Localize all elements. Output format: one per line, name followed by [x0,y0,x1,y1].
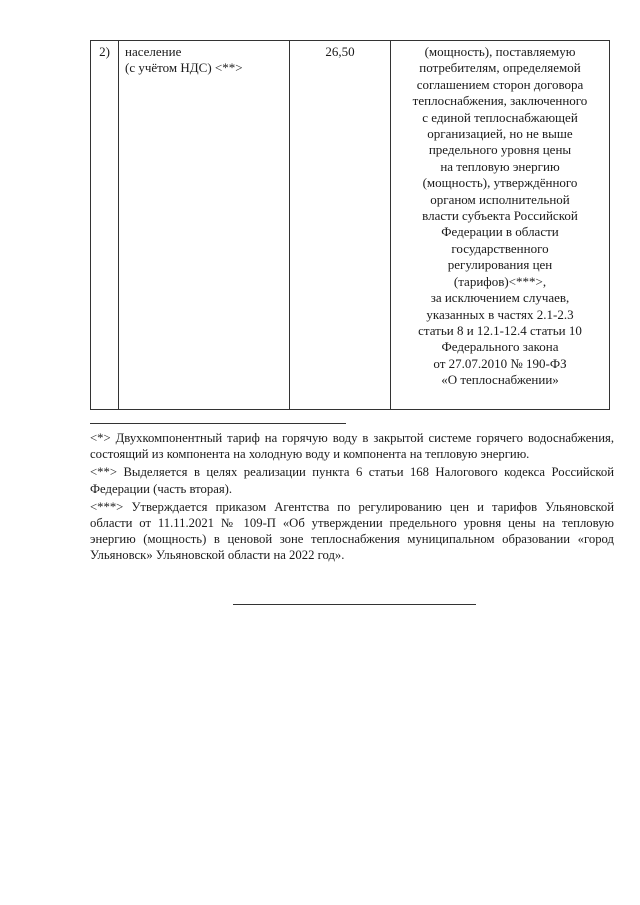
closing-separator [233,604,476,605]
tariff-value-cell [290,41,391,410]
tariff-note-line: «О теплоснабжении» [441,372,559,388]
consumer-category-cell [119,41,290,410]
tariff-table [90,40,610,410]
tariff-note-line: организацией, но не выше [427,126,573,142]
consumer-category-line: (с учётом НДС) <**> [125,60,243,76]
footnote-marker: <*> [90,431,111,445]
tariff-note-line: за исключением случаев, [430,290,570,306]
footnote [90,499,614,564]
tariff-note-line: от 27.07.2010 № 190-ФЗ [433,355,567,371]
footnote-text: Выделяется в целях реализации пункта 6 статьи 168 Налогового кодекса Российской Федерации (часть вторая). [90,465,614,496]
tariff-note-line: регулирования цен [447,257,553,273]
row-number: 2) [99,44,110,59]
table-row [91,41,610,410]
tariff-note-line: теплоснабжения, заключенного [412,93,588,109]
tariff-note-line: указанных в частях 2.1-2.3 [426,306,574,322]
tariff-note-line: потребителям, определяемой [419,60,581,76]
tariff-note-line: соглашением сторон договора [416,76,584,92]
tariff-note-line: власти субъекта Российской [422,208,578,224]
tariff-note-line: предельного уровня цены [428,142,572,158]
footnote [90,430,614,462]
tariff-note-line: Федерального закона [441,339,559,355]
tariff-note-line: с единой теплоснабжающей [422,109,578,125]
tariff-value: 26,50 [325,44,355,59]
row-number-cell [91,41,119,410]
footnote-text: Утверждается приказом Агентства по регулированию цен и тарифов Ульяновской области от 11.11.2021 № 109-П «Об утверждении предельного уровня цены на тепловую энергию (мощность) в ценовой зоне теплоснабжения муниципальном образовании «город Ульяновск» Ульяновской области на 2022 год». [90,499,614,563]
consumer-category-line: население [125,44,182,59]
footnote-marker: <**> [90,465,117,480]
tariff-note-line: на тепловую энергию [440,158,560,174]
tariff-note-line: государственного [451,240,549,256]
tariff-note-line: (мощность), поставляемую [424,44,576,59]
tariff-note-cell [391,41,610,410]
tariff-note-line: (тарифов)<***>, [453,273,547,289]
footnotes [90,430,614,566]
tariff-note-line: (мощность), утверждённого [422,175,578,191]
tariff-note-line: органом исполнительной [430,191,570,207]
footnote-separator [90,423,346,424]
tariff-note-line: Федерации в области [441,224,559,240]
footnote-marker: <***> [90,499,124,514]
tariff-note-line: статьи 8 и 12.1-12.4 статьи 10 [418,322,582,338]
footnote [90,464,614,496]
footnote-text: Двухкомпонентный тариф на горячую воду в закрытой системе горячего водоснабжения, состоящий из компонента на холодную воду и компонента на тепловую энергию. [90,431,614,462]
